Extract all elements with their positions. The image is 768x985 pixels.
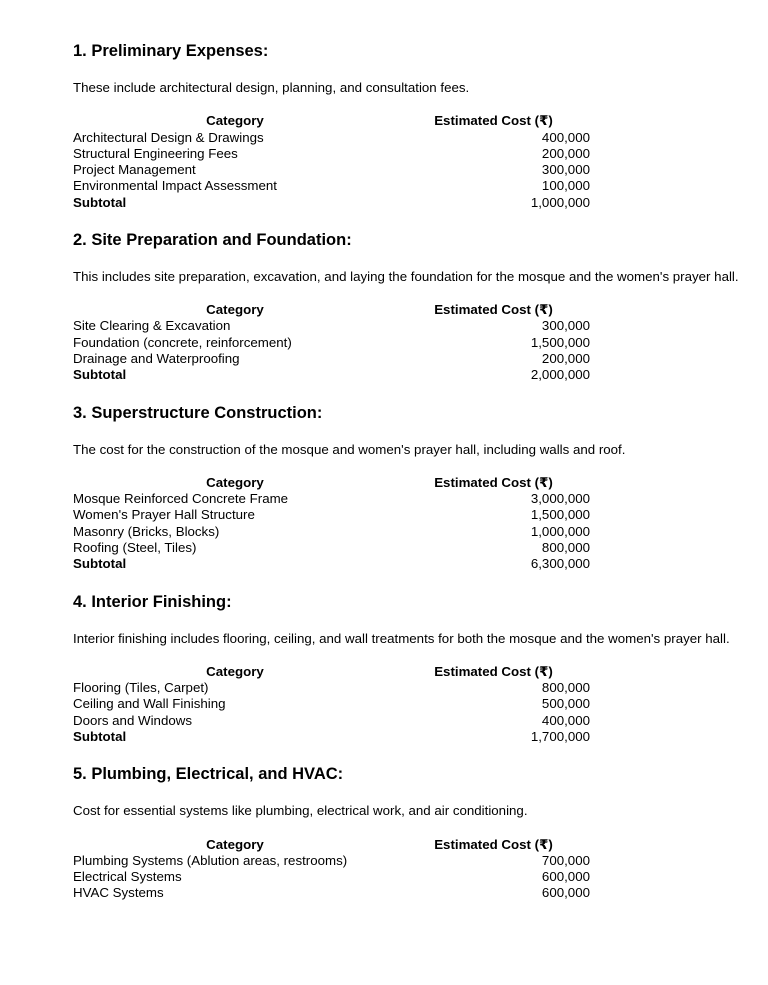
row-cost: 600,000 xyxy=(541,885,590,901)
column-header-estimated-cost: Estimated Cost (₹) xyxy=(434,302,553,318)
cost-section xyxy=(73,403,768,573)
row-category: Women's Prayer Hall Structure xyxy=(73,507,255,523)
row-category: Subtotal xyxy=(73,367,127,383)
section-description: Cost for essential systems like plumbing, electrical work, and air conditioning. xyxy=(73,803,528,819)
table-row-subtotal xyxy=(73,195,590,211)
column-header-category: Category xyxy=(206,302,264,318)
table-row xyxy=(73,130,590,146)
section-description: This includes site preparation, excavation, and laying the foundation for the mosque and the women's prayer hall. xyxy=(73,268,739,284)
table-header-row xyxy=(73,837,590,853)
row-category: Site Clearing & Excavation xyxy=(73,318,231,334)
cost-table xyxy=(73,302,590,383)
row-cost: 600,000 xyxy=(541,869,590,885)
column-header-estimated-cost: Estimated Cost (₹) xyxy=(434,663,553,679)
row-category: Architectural Design & Drawings xyxy=(73,129,264,145)
section-title: 3. Superstructure Construction: xyxy=(73,403,323,422)
table-header-row xyxy=(73,113,590,129)
table-row xyxy=(73,491,590,507)
row-cost: 1,000,000 xyxy=(530,194,590,210)
table-header-row xyxy=(73,475,590,491)
table-row xyxy=(73,162,590,178)
row-category: Drainage and Waterproofing xyxy=(73,351,240,367)
table-row-subtotal xyxy=(73,556,590,572)
section-description: These include architectural design, planning, and consultation fees. xyxy=(73,80,470,95)
section-title: 4. Interior Finishing: xyxy=(73,592,232,611)
table-row xyxy=(73,351,590,367)
column-header-estimated-cost: Estimated Cost (₹) xyxy=(434,836,553,852)
cost-table xyxy=(73,664,590,745)
row-category: Foundation (concrete, reinforcement) xyxy=(73,334,292,350)
row-cost: 300,000 xyxy=(541,162,590,178)
row-cost: 400,000 xyxy=(541,129,590,145)
table-row xyxy=(73,335,590,351)
row-category: Subtotal xyxy=(73,729,127,745)
cost-section xyxy=(73,592,768,746)
table-row xyxy=(73,178,590,194)
row-cost: 2,000,000 xyxy=(530,367,590,383)
row-cost: 700,000 xyxy=(541,852,590,868)
table-row-subtotal xyxy=(73,729,590,745)
row-category: Structural Engineering Fees xyxy=(73,145,238,161)
row-cost: 300,000 xyxy=(541,318,590,334)
column-header-category: Category xyxy=(206,836,264,852)
section-title: 2. Site Preparation and Foundation: xyxy=(73,230,352,249)
column-header-category: Category xyxy=(206,474,264,490)
table-row xyxy=(73,318,590,334)
row-cost: 3,000,000 xyxy=(530,491,590,507)
cost-section xyxy=(73,764,768,901)
row-category: Flooring (Tiles, Carpet) xyxy=(73,680,209,696)
table-row xyxy=(73,540,590,556)
section-title: 1. Preliminary Expenses: xyxy=(73,42,269,60)
row-category: Mosque Reinforced Concrete Frame xyxy=(73,491,289,507)
row-cost: 800,000 xyxy=(541,540,590,556)
section-description: The cost for the construction of the mosque and women's prayer hall, including walls and roof. xyxy=(73,441,626,457)
table-row xyxy=(73,713,590,729)
row-category: HVAC Systems xyxy=(73,885,164,901)
table-row xyxy=(73,680,590,696)
table-row xyxy=(73,696,590,712)
row-category: Subtotal xyxy=(73,556,127,572)
row-cost: 200,000 xyxy=(541,351,590,367)
row-category: Project Management xyxy=(73,162,196,178)
table-row xyxy=(73,869,590,885)
row-cost: 800,000 xyxy=(541,680,590,696)
column-header-category: Category xyxy=(206,113,264,129)
table-row xyxy=(73,146,590,162)
table-row xyxy=(73,507,590,523)
column-header-estimated-cost: Estimated Cost (₹) xyxy=(434,113,553,129)
row-category: Subtotal xyxy=(73,194,127,210)
row-cost: 100,000 xyxy=(541,178,590,194)
row-cost: 1,500,000 xyxy=(530,507,590,523)
row-cost: 400,000 xyxy=(541,712,590,728)
column-header-category: Category xyxy=(206,663,264,679)
cost-section xyxy=(73,230,768,384)
row-cost: 6,300,000 xyxy=(530,556,590,572)
row-cost: 1,700,000 xyxy=(530,729,590,745)
table-header-row xyxy=(73,664,590,680)
cost-section xyxy=(73,41,768,211)
row-category: Ceiling and Wall Finishing xyxy=(73,696,226,712)
row-cost: 1,000,000 xyxy=(530,523,590,539)
row-category: Electrical Systems xyxy=(73,869,182,885)
table-row xyxy=(73,885,590,901)
table-row-subtotal xyxy=(73,367,590,383)
table-header-row xyxy=(73,302,590,318)
section-description: Interior finishing includes flooring, ceiling, and wall treatments for both the mosque and the women's prayer hall. xyxy=(73,630,730,646)
row-cost: 200,000 xyxy=(541,145,590,161)
row-category: Masonry (Bricks, Blocks) xyxy=(73,523,220,539)
section-title: 5. Plumbing, Electrical, and HVAC: xyxy=(73,765,344,784)
table-row xyxy=(73,524,590,540)
table-row xyxy=(73,853,590,869)
row-category: Environmental Impact Assessment xyxy=(73,178,277,194)
cost-table xyxy=(73,475,590,573)
cost-table xyxy=(73,837,590,902)
row-cost: 1,500,000 xyxy=(530,334,590,350)
row-category: Roofing (Steel, Tiles) xyxy=(73,540,197,556)
row-category: Plumbing Systems (Ablution areas, restrooms) xyxy=(73,852,348,868)
row-category: Doors and Windows xyxy=(73,712,192,728)
cost-table xyxy=(73,113,590,211)
column-header-estimated-cost: Estimated Cost (₹) xyxy=(434,474,553,490)
row-cost: 500,000 xyxy=(541,696,590,712)
